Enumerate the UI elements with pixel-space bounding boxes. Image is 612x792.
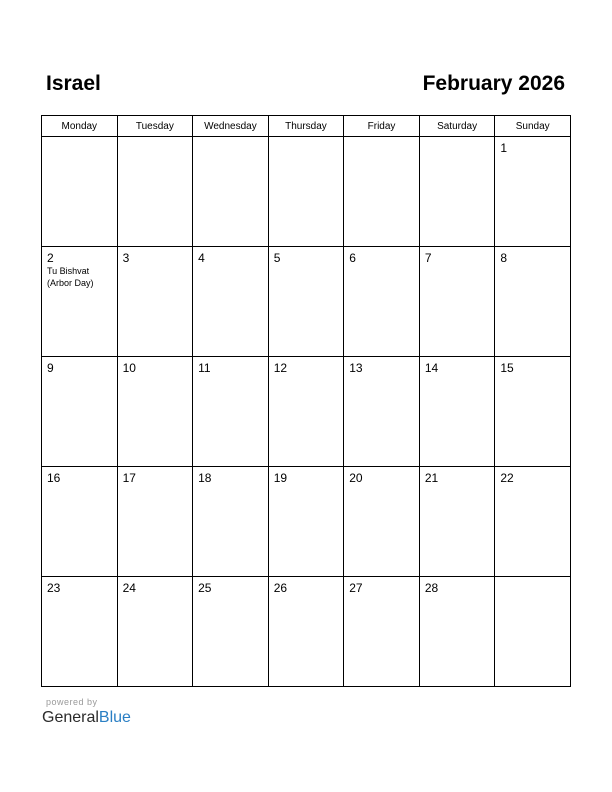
day-cell <box>268 467 344 577</box>
country-title: Israel <box>46 72 101 95</box>
day-cell <box>268 577 344 687</box>
day-cell <box>344 247 420 357</box>
day-number: 18 <box>198 471 212 485</box>
brand-text-blue: Blue <box>98 709 131 726</box>
day-number <box>495 577 570 581</box>
weekday-header-wednesday: Wednesday <box>193 116 269 137</box>
day-cell <box>117 357 193 467</box>
weekday-header-tuesday: Tuesday <box>117 116 193 137</box>
day-cell <box>117 247 193 357</box>
day-number: 19 <box>273 471 288 485</box>
day-cell <box>193 577 269 687</box>
calendar-grid <box>41 115 571 687</box>
weekday-header-monday: Monday <box>42 116 118 137</box>
weekday-header-saturday: Saturday <box>419 116 495 137</box>
generalblue-logo[interactable] <box>42 708 131 728</box>
day-cell <box>193 247 269 357</box>
day-number: 16 <box>47 471 61 485</box>
day-number: 9 <box>47 361 54 375</box>
day-number: 27 <box>349 581 363 595</box>
day-cell <box>495 357 571 467</box>
day-cell <box>42 137 118 247</box>
day-number <box>269 137 344 141</box>
day-cell <box>495 577 571 687</box>
day-cell <box>117 577 193 687</box>
day-number <box>193 137 268 141</box>
day-number: 2 <box>47 251 54 265</box>
day-cell <box>419 137 495 247</box>
day-cell <box>268 247 344 357</box>
day-cell <box>419 247 495 357</box>
day-number: 20 <box>349 471 363 485</box>
day-cell <box>193 467 269 577</box>
day-number <box>420 137 495 141</box>
week-row <box>42 247 571 357</box>
day-number: 6 <box>349 251 356 265</box>
weekday-header-friday: Friday <box>344 116 420 137</box>
day-number: 8 <box>500 251 508 265</box>
day-cell <box>495 137 571 247</box>
day-cell <box>344 137 420 247</box>
day-number: 14 <box>424 361 439 375</box>
day-cell <box>193 137 269 247</box>
day-number <box>118 137 193 141</box>
day-number: 13 <box>349 361 363 375</box>
day-number: 5 <box>273 251 281 265</box>
day-cell <box>344 357 420 467</box>
day-cell <box>42 357 118 467</box>
day-number: 11 <box>198 361 211 375</box>
day-cell <box>419 577 495 687</box>
day-cell <box>495 467 571 577</box>
day-number: 24 <box>122 581 136 595</box>
day-number: 1 <box>500 141 508 155</box>
day-cell <box>419 467 495 577</box>
calendar-body <box>42 137 571 687</box>
week-row <box>42 137 571 247</box>
day-cell <box>193 357 269 467</box>
powered-by-label: powered by <box>46 697 98 707</box>
day-number: 28 <box>424 581 439 595</box>
day-number: 10 <box>122 361 136 375</box>
day-number <box>42 137 117 141</box>
day-cell <box>117 467 193 577</box>
day-number: 21 <box>424 471 439 485</box>
weekday-header-sunday: Sunday <box>495 116 571 137</box>
brand-text-general: General <box>42 709 99 726</box>
day-number: 23 <box>47 581 61 595</box>
month-year-title: February 2026 <box>422 72 565 95</box>
day-number: 4 <box>198 251 205 265</box>
day-cell <box>495 247 571 357</box>
day-number: 26 <box>273 581 288 595</box>
day-number: 25 <box>198 581 212 595</box>
day-number <box>344 137 419 141</box>
day-cell <box>344 467 420 577</box>
day-number: 3 <box>122 251 130 265</box>
day-cell <box>268 357 344 467</box>
day-cell <box>268 137 344 247</box>
weekday-header-row <box>42 116 571 137</box>
day-cell <box>42 247 118 357</box>
day-cell <box>419 357 495 467</box>
day-number: 17 <box>122 471 136 485</box>
day-number: 12 <box>273 361 288 375</box>
day-number: 15 <box>500 361 514 375</box>
week-row <box>42 467 571 577</box>
day-cell <box>117 137 193 247</box>
holiday-label: Tu Bishvat (Arbor Day) <box>47 266 94 288</box>
day-cell <box>42 467 118 577</box>
week-row <box>42 357 571 467</box>
weekday-header-thursday: Thursday <box>268 116 344 137</box>
day-number: 22 <box>500 471 514 485</box>
day-cell <box>42 577 118 687</box>
day-cell <box>344 577 420 687</box>
week-row <box>42 577 571 687</box>
day-number: 7 <box>424 251 432 265</box>
